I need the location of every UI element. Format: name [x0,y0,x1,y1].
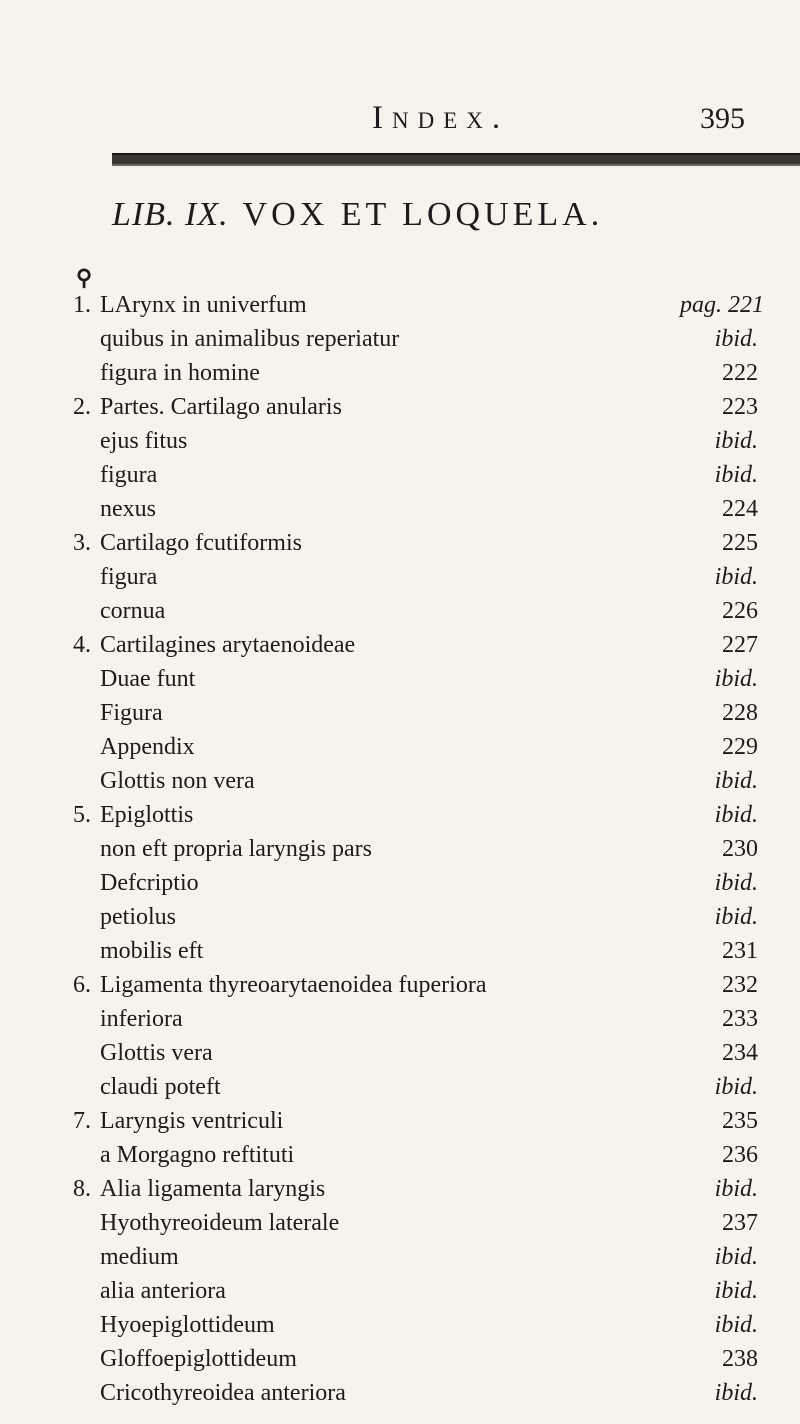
entry-number: 2. [73,394,91,420]
entry-text: Figura [100,700,163,726]
entry-text: Cartilago fcutiformis [100,530,302,556]
entry-text: petiolus [100,904,176,930]
entry-text: Hyothyreoideum laterale [100,1210,340,1236]
entry-page: 236 [722,1142,758,1168]
entry-page: 224 [722,496,758,522]
index-entry [0,530,800,564]
entry-text: medium [100,1244,179,1270]
entry-text: Partes. Cartilago anularis [100,394,342,420]
entry-text: mobilis eft [100,938,204,964]
index-entry [0,734,800,768]
index-entry [0,1278,800,1312]
entry-text: Cartilagines arytaenoideae [100,632,356,658]
entry-page: 231 [722,938,758,964]
entry-page: ibid. [714,1380,758,1406]
entry-page: 232 [722,972,758,998]
entry-number: 1. [73,292,91,318]
index-entry [0,938,800,972]
entry-number: 7. [73,1108,91,1134]
entry-text: figura [100,462,158,488]
entry-text: figura [100,564,158,590]
entry-page: ibid. [714,564,758,590]
entry-page: ibid. [714,904,758,930]
entry-number: 3. [73,530,91,556]
index-entry [0,598,800,632]
index-entry [0,1040,800,1074]
entry-page: 229 [722,734,758,760]
entry-text: Duae funt [100,666,196,692]
entry-page: 222 [722,360,758,386]
section-title: VOX ET LOQUELA. [242,196,604,233]
index-entry [0,496,800,530]
book-number: LIB. IX. [112,196,229,233]
entry-text: Laryngis ventriculi [100,1108,284,1134]
page-number: 395 [700,102,745,135]
index-entry [0,700,800,734]
index-entry [0,802,800,836]
entry-text: alia anteriora [100,1278,226,1304]
entry-text: Ligamenta thyreoarytaenoidea fuperiora [100,972,487,998]
running-head: Index. [372,100,510,136]
entry-text: a Morgagno reftituti [100,1142,295,1168]
entry-text: cornua [100,598,166,624]
index-entry [0,1346,800,1380]
entry-number: 6. [73,972,91,998]
index-entry [0,1210,800,1244]
index-entry [0,1074,800,1108]
entry-page: ibid. [714,768,758,794]
entry-page: 233 [722,1006,758,1032]
entry-page: ibid. [714,326,758,352]
entry-page: 223 [722,394,758,420]
index-entry [0,632,800,666]
entry-text: Gloffoepiglottideum [100,1346,297,1372]
entry-page: 227 [722,632,758,658]
index-entry [0,1380,800,1414]
index-entry [0,1244,800,1278]
entry-number: 4. [73,632,91,658]
entry-page: 226 [722,598,758,624]
entry-text: claudi poteft [100,1074,221,1100]
ornament-icon: ⚲ [76,265,93,290]
index-entry [0,292,800,326]
entry-text: Glottis non vera [100,768,255,794]
entry-page: 225 [722,530,758,556]
entry-page: ibid. [714,462,758,488]
entry-page: ibid. [714,1074,758,1100]
index-entry [0,462,800,496]
entry-text: LArynx in univerfum [100,292,307,318]
entry-page: ibid. [714,802,758,828]
index-entry [0,394,800,428]
entry-text: Hyoepiglottideum [100,1312,275,1338]
index-entry [0,768,800,802]
entry-page: ibid. [714,1278,758,1304]
index-entry [0,1108,800,1142]
section-heading [112,196,603,234]
index-entry [0,1312,800,1346]
entry-text: quibus in animalibus reperiatur [100,326,400,352]
entry-text: Appendix [100,734,195,760]
entry-text: figura in homine [100,360,260,386]
entry-page: ibid. [714,666,758,692]
entry-text: Glottis vera [100,1040,213,1066]
entry-text: Cricothyreoidea anteriora [100,1380,346,1406]
index-entry [0,836,800,870]
entry-page: ibid. [714,428,758,454]
entry-page: 230 [722,836,758,862]
index-entries [0,292,800,1414]
index-entry [0,1176,800,1210]
entry-text: Alia ligamenta laryngis [100,1176,326,1202]
index-entry [0,326,800,360]
entry-text: nexus [100,496,156,522]
entry-page: 234 [722,1040,758,1066]
index-entry [0,904,800,938]
entry-text: ejus fitus [100,428,188,454]
entry-page: 228 [722,700,758,726]
index-entry [0,360,800,394]
entry-page: 238 [722,1346,758,1372]
entry-page: ibid. [714,1244,758,1270]
entry-text: Epiglottis [100,802,194,828]
entry-number: 5. [73,802,91,828]
entry-text: Defcriptio [100,870,199,896]
entry-page: pag. 221 [680,292,764,318]
entry-page: ibid. [714,1176,758,1202]
entry-number: 8. [73,1176,91,1202]
entry-text: non eft propria laryngis pars [100,836,372,862]
entry-page: ibid. [714,870,758,896]
index-entry [0,1006,800,1040]
index-entry [0,1142,800,1176]
entry-text: inferiora [100,1006,183,1032]
index-entry [0,564,800,598]
index-entry [0,666,800,700]
entry-page: ibid. [714,1312,758,1338]
entry-page: 237 [722,1210,758,1236]
header-rule [112,153,800,166]
entry-page: 235 [722,1108,758,1134]
index-entry [0,972,800,1006]
index-entry [0,870,800,904]
index-entry [0,428,800,462]
page-header [0,100,800,140]
